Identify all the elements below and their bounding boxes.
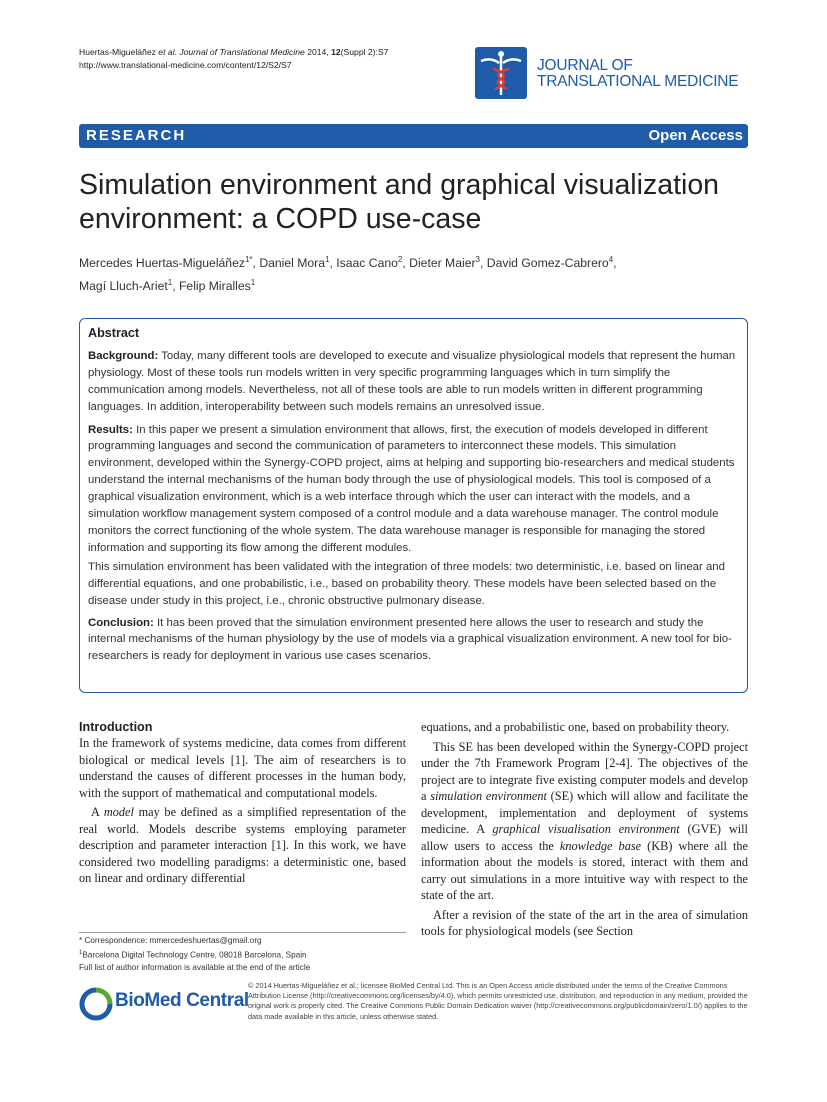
article-type-label: RESEARCH (86, 127, 187, 144)
footnote-divider (79, 932, 406, 933)
journal-name: JOURNAL OF TRANSLATIONAL MEDICINE (537, 57, 739, 90)
footnotes (79, 935, 409, 974)
license-text: © 2014 Huertas-Migueláñez et al.; licensee BioMed Central Ltd. This is an Open Access article distributed under the terms of the Creative Commons Attribution License (http://creativecommons.org/licenses/by/4.0), which permits unrestricted use, distribution, and reproduction in any medium, provided the original work is properly cited. The Creative Commons Public Domain Dedication waiver (http://creativecommons.org/publicdomain/zero/1.0/) applies to the data made available in this article, unless otherwise stated. (248, 981, 748, 1021)
paragraph: equations, and a probabilistic one, based on probability theory. (421, 720, 730, 734)
biomed-central-icon (79, 987, 113, 1021)
article-url[interactable]: http://www.translational-medicine.com/content/12/S2/S7 (79, 60, 292, 70)
open-access-label: Open Access (648, 127, 743, 144)
publisher-logo (79, 983, 249, 1023)
affiliation: $^1$Barcelona Digital Technology Centre, 08018 Barcelona, Spain (79, 950, 307, 960)
author[interactable]: Daniel Mora$^1$ (259, 255, 330, 271)
author[interactable]: Isaac Cano$^2$ (336, 255, 403, 271)
paragraph: A model may be defined as a simplified representation of the real world. Models describe systems employing parameter description and parameter interaction [1]. In this work, we have considered two modelling paradigms: a deterministic one, based on linear and ordinary differential (79, 805, 406, 885)
author-list: Mercedes Huertas-Migueláñez$^{1*}$, Daniel Mora$^1$, Isaac Cano$^2$, Dieter Maier$^3$, David Gomez-Cabrero$^4$, Magí Lluch-Ariet$^1$, Felip Miralles$^1$ (79, 255, 617, 294)
abstract-results: Results: In this paper we present a simulation environment that allows, first, the execution of models developed in different programming languages and second the communication of parameters to interconnect these models. This simulation environment, developed within the Synergy-COPD project, aims at helping and supporting bio-researchers and medical students understand the internal mechanisms of the human body through the use of physiological models. This tool is composed of a graphical visualization environment, which is a web interface through which the user can interact with the models, and a simulation workflow management system composed of a control module and a data warehouse manager. The control module monitors the correct functioning of the whole system. The data warehouse manager is responsible for managing the stored information and supporting its flow among the different modules. (88, 423, 735, 554)
paragraph: In the framework of systems medicine, data comes from different biological or medical levels [1]. The aim of researchers is to understand the causes of different processes in the human body, with the support of mathematical and computational models. (79, 736, 406, 800)
caduceus-icon (475, 47, 527, 99)
author[interactable]: Mercedes Huertas-Migueláñez$^{1*}$ (79, 255, 253, 271)
author[interactable]: Magí Lluch-Ariet$^1$ (79, 278, 173, 294)
correspondence[interactable]: * Correspondence: mmercedeshuertas@gmail.org (79, 936, 262, 945)
abstract-results-2: This simulation environment has been validated with the integration of three models: two deterministic, i.e. based on linear and differential equations, and one probabilistic, i.e., based on probability theory. These models have been selected based on the disease under study in this project, i.e., chronic obstructive pulmonary disease. (88, 560, 725, 607)
abstract-heading: Abstract (88, 326, 140, 340)
abstract-box (79, 318, 748, 693)
author[interactable]: David Gomez-Cabrero$^4$ (486, 255, 614, 271)
section-heading-introduction: Introduction (79, 720, 153, 734)
article-title: Simulation environment and graphical visualization environment: a COPD use-case (79, 169, 720, 235)
author[interactable]: Felip Miralles$^1$ (178, 278, 256, 294)
abstract-conclusion: Conclusion: It has been proved that the simulation environment presented here allows the user to research and study the internal mechanisms of the human physiology by the use of models via a graphical visualization environment. A new tool for bio-researchers is ready for deployment in various use cases scenarios. (88, 616, 732, 663)
section-band (79, 124, 748, 148)
citation-line-1: Huertas-Migueláñez et al. Journal of Translational Medicine 2014, 12(Suppl 2):S7 (79, 47, 389, 57)
body-column-right (421, 719, 748, 940)
body-column-left (79, 719, 406, 887)
author-info-note: Full list of author information is available at the end of the article (79, 962, 311, 972)
citation-header (79, 46, 388, 72)
journal-logo (475, 47, 745, 102)
publisher-name: BioMed Central (115, 990, 249, 1011)
abstract-background: Background: Today, many different tools are developed to execute and visualize physiological models that represent the human physiology. Most of these tools run models written in very specific programming languages which in turn simplify the communication among models. Nevertheless, not all of these tools are able to run models written in different programming languages. In addition, interoperability between such models remains an unresolved issue. (88, 349, 736, 413)
paragraph: After a revision of the state of the art in the area of simulation tools for physiological models (see Section (421, 907, 748, 938)
paragraph: This SE has been developed within the Synergy-COPD project under the 7th Framework Program [2-4]. The objectives of the project are to integrate five existing computer models and develop a simulation environment (SE) which will allow and facilitate the development, implementation and deployment of systems medicine. A graphical visualisation environment (GVE) will allow users to access the knowledge base (KB) where all the information about the models is stored, interact with them and carry out simulations in a more intuitive way with respect to the state of the art. (421, 739, 748, 902)
author[interactable]: Dieter Maier$^3$ (409, 255, 480, 271)
